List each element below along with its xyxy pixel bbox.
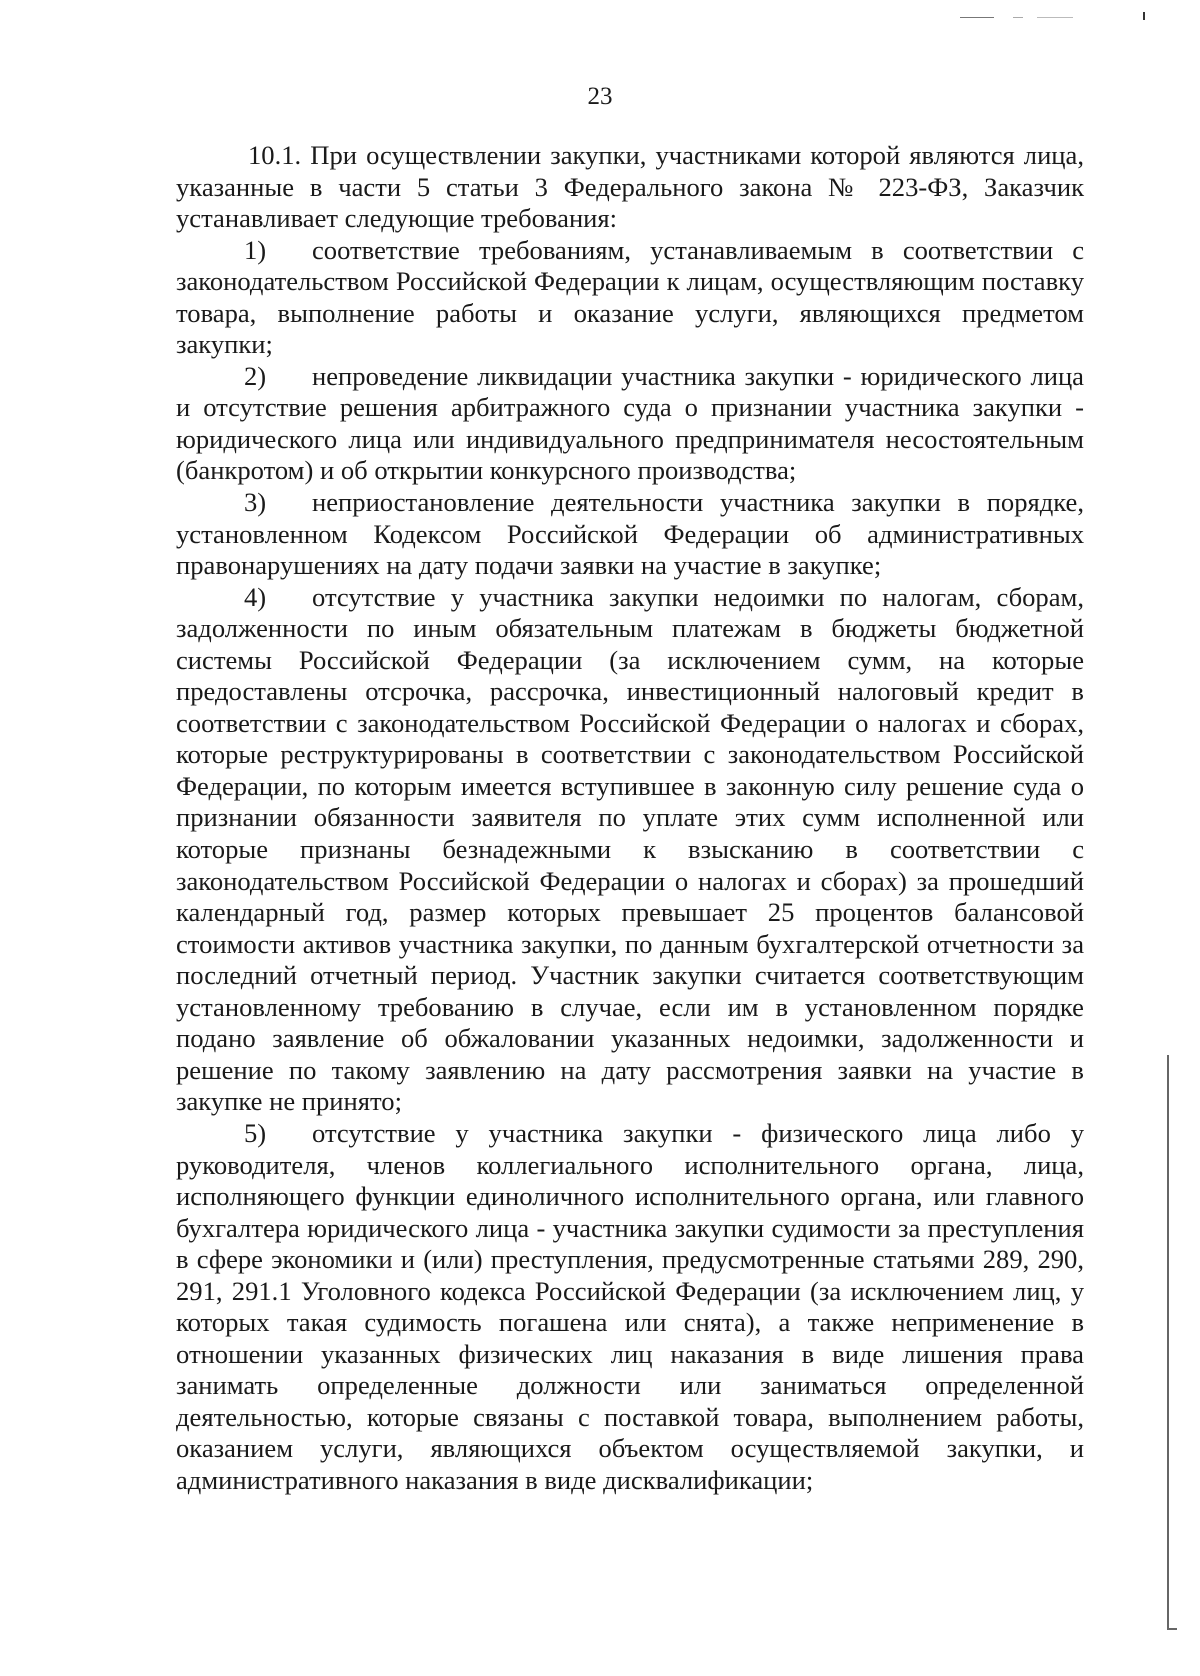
scan-artifact-margin-tick [1167,1628,1177,1630]
list-item-number: 1) [244,234,267,265]
scan-artifact-top [1013,17,1023,18]
document-body [176,140,1084,1497]
list-item-text: непроведение ликвидации участника закупки - юридического лица и отсутствие решения арбитражного суда о признании участника закупки - юридического лица или индивидуального предпринимателя несостоятельным (банкротом) и об открытии конкурсного производства; [176,360,1084,486]
clause-lead: 10.1. При осуществлении закупки, участниками которой являются лица, указанные в части 5 статьи 3 Федерального закона № 223-ФЗ, Заказчик устанавливает следующие требования: [176,140,1084,234]
list-item-number: 2) [244,360,267,391]
page-number: 23 [587,83,613,110]
scan-artifact-margin-line [1167,1055,1169,1630]
list-item [176,487,1084,582]
list-item-number: 4) [244,581,267,612]
list-item-text: отсутствие у участника закупки - физического лица либо у руководителя, членов коллегиального исполнительного органа, лица, исполняющего функции единоличного исполнительного органа, или главного бухгалтера юридического лица - участника закупки судимости за преступления в сфере экономики и (или) преступления, предусмотренные статьями 289, 290, 291, 291.1 Уголовного кодекса Российской Федерации (за исключением лиц, у которых такая судимость погашена или снята), а также неприменение в отношении указанных физических лиц наказания в виде лишения права занимать определенные должности или заниматься определенной деятельностью, которые связаны с поставкой товара, выполнением работы, оказанием услуги, являющихся объектом осуществляемой закупки, и административного наказания в виде дисквалификации; [176,1117,1084,1495]
list-item [176,582,1084,1118]
scan-artifact-top [960,17,994,18]
list-item-number: 5) [244,1117,267,1148]
scan-artifact-top [1037,17,1073,18]
scan-artifact-top [1143,12,1145,20]
list-item-text: соответствие требованиям, устанавливаемым в соответствии с законодательством Российской Федерации к лицам, осуществляющим поставку товара, выполнение работы и оказание услуги, являющихся предметом закупки; [176,234,1084,360]
list-item-text: отсутствие у участника закупки недоимки по налогам, сборам, задолженности по иным обязательным платежам в бюджеты бюджетной системы Российской Федерации (за исключением сумм, на которые предоставлены отсрочка, рассрочка, инвестиционный налоговый кредит в соответствии с законодательством Российской Федерации о налогах и сборах, которые реструктурированы в соответствии с законодательством Российской Федерации, по которым имеется вступившее в законную силу решение суда о признании обязанности заявителя по уплате этих сумм исполненной или которые признаны безнадежными к взысканию в соответствии с законодательством Российской Федерации о налогах и сборах) за прошедший календарный год, размер которых превышает 25 процентов балансовой стоимости активов участника закупки, по данным бухгалтерской отчетности за последний отчетный период. Участник закупки считается соответствующим установленному требованию в случае, если им в установленном порядке подано заявление об обжаловании указанных недоимки, задолженности и решение по такому заявлению на дату рассмотрения заявки на участие в закупке не принято; [176,581,1084,1117]
list-item [176,1118,1084,1497]
list-item [176,235,1084,361]
list-item-text: неприостановление деятельности участника закупки в порядке, установленном Кодексом Российской Федерации об административных правонарушениях на дату подачи заявки на участие в закупке; [176,487,1084,581]
list-item-number: 3) [244,487,267,518]
list-item [176,361,1084,487]
